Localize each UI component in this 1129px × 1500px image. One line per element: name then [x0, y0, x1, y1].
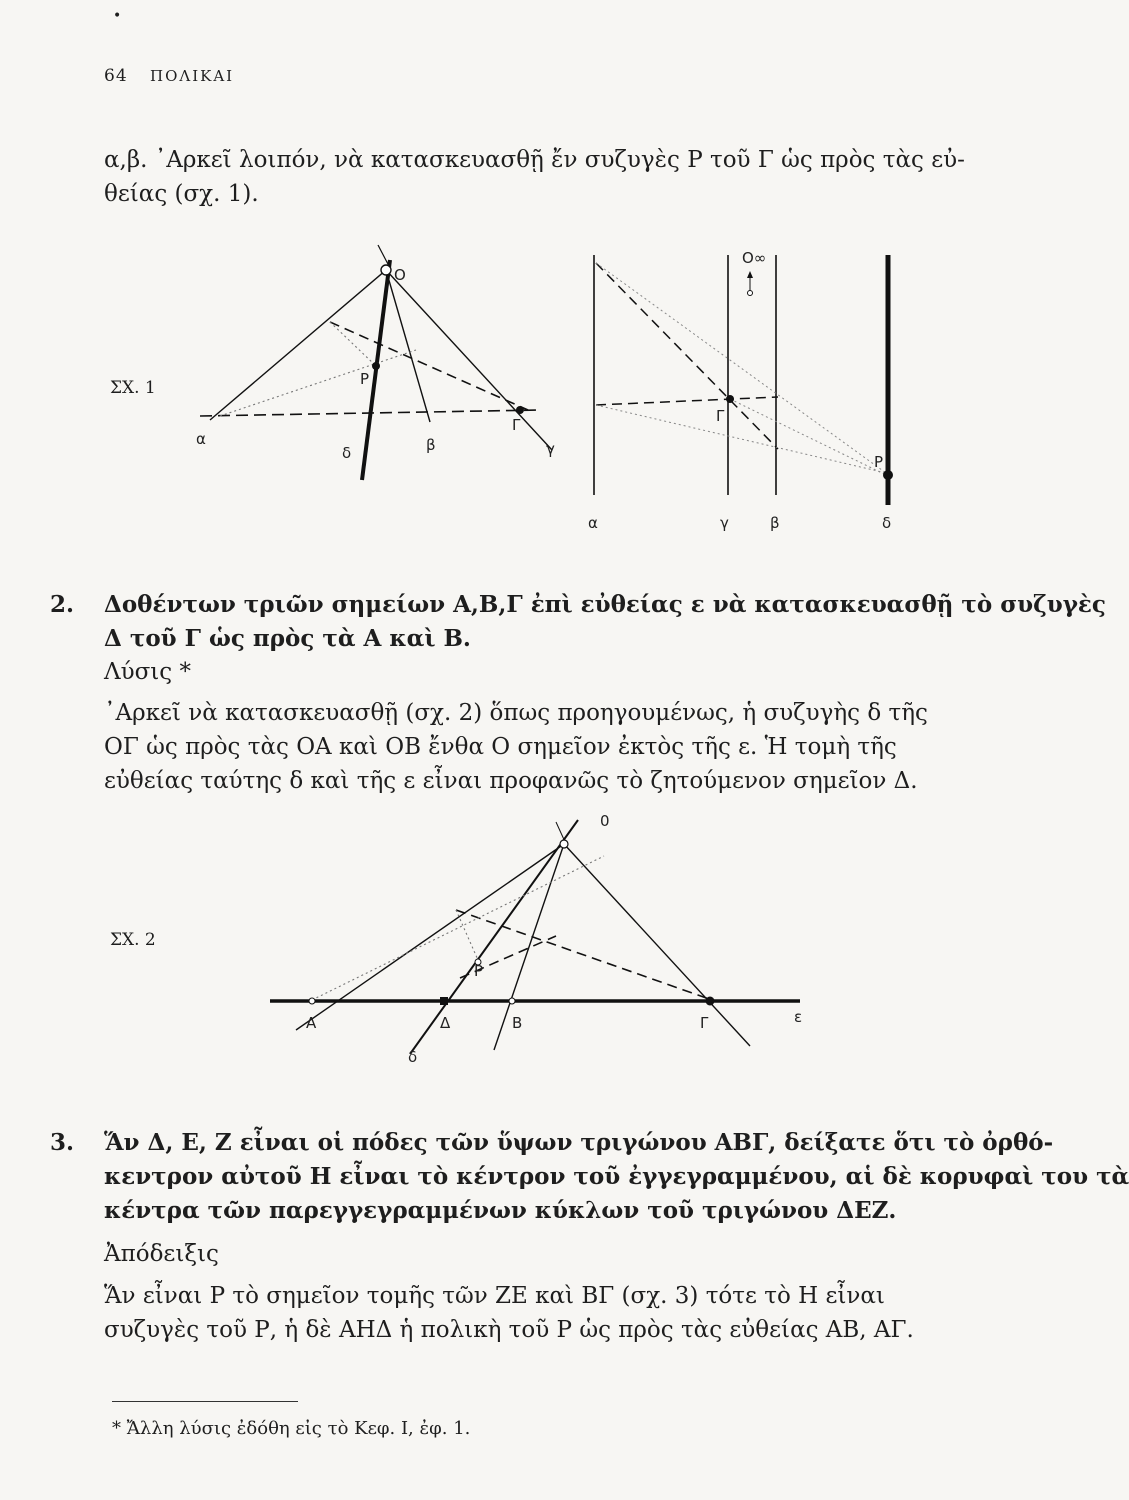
label-alpha: α — [196, 430, 206, 448]
running-title: ΠΟΛΙΚΑΙ — [150, 67, 235, 85]
dotted-line-1 — [220, 350, 416, 416]
dotted-line-1 — [312, 856, 604, 1000]
problem3-body-line-2: συζυγὲς τοῦ Ρ, ἡ δὲ ΑΗΔ ἡ πολικὴ τοῦ Ρ ὡς πρὸς τὰς εὐθείας ΑΒ, ΑΓ. — [104, 1317, 914, 1343]
figure2-caption: ΣΧ. 2 — [110, 930, 156, 950]
header-mark: • — [113, 8, 122, 24]
figure1-right-diagram — [580, 245, 910, 540]
figure1-caption: ΣΧ. 1 — [110, 378, 156, 398]
label-delta: δ — [408, 1048, 418, 1066]
footnote: * Ἄλλη λύσις ἐδόθη εἰς τὸ Κεφ. Ι, ἐφ. 1. — [112, 1418, 471, 1439]
problem2-statement-line-2: Δ τοῦ Γ ὡς πρὸς τὰ Α καὶ Β. — [104, 625, 471, 652]
problem2-statement-line-1: Δοθέντων τριῶν σημείων Α,Β,Γ ἐπὶ εὐθείας ε νὰ κατασκευασθῇ τὸ συζυγὲς — [104, 591, 1106, 618]
label-O: 0 — [600, 812, 610, 830]
ray-stub — [378, 245, 390, 268]
label-beta: β — [770, 514, 780, 532]
problem2-number: 2. — [50, 591, 75, 618]
point-Gamma — [706, 997, 715, 1006]
intro-line-2: θείας (σχ. 1). — [104, 181, 259, 207]
ray-alpha — [210, 270, 386, 420]
label-delta: δ — [342, 444, 352, 462]
problem3-statement-line-3: κέντρα τῶν παρεγγεγραμμένων κύκλων τοῦ τριγώνου ΔΕΖ. — [104, 1197, 897, 1224]
ray-OB — [494, 844, 564, 1050]
label-P: P — [874, 453, 884, 471]
point-A — [309, 998, 315, 1004]
label-Delta: Δ — [440, 1014, 451, 1032]
label-A: A — [306, 1014, 317, 1032]
label-P: P — [360, 370, 370, 388]
problem3-statement-line-1: Ἅν Δ, Ε, Ζ εἶναι οἱ πόδες τῶν ὕψων τριγώνου ΑΒΓ, δείξατε ὅτι τὸ ὀρθό- — [104, 1129, 1054, 1156]
page-number: 64 — [104, 66, 128, 86]
problem2-body-line-3: εὐθείας ταύτης δ καὶ τῆς ε εἶναι προφανῶς τὸ ζητούμενον σημεῖον Δ. — [104, 768, 918, 794]
label-B: B — [512, 1014, 523, 1032]
label-O: O — [394, 266, 406, 284]
label-epsilon: ε — [794, 1008, 803, 1026]
ray-beta — [386, 270, 430, 422]
point-B — [509, 998, 515, 1004]
problem2-solution-label: Λύσις * — [104, 659, 192, 685]
label-gamma: γ — [720, 514, 729, 532]
footnote-rule — [112, 1401, 298, 1402]
dashed-transversal — [596, 397, 778, 405]
label-O-inf: O∞ — [742, 249, 767, 267]
label-Gamma: Γ — [716, 407, 725, 425]
point-Gamma — [516, 406, 524, 414]
label-delta: δ — [882, 514, 892, 532]
label-gamma: γ — [546, 440, 555, 458]
point-Delta — [440, 997, 448, 1005]
label-beta: β — [426, 436, 436, 454]
point-O — [381, 265, 391, 275]
problem3-proof-label: Ἀπόδειξις — [104, 1241, 219, 1267]
label-Gamma: Γ — [512, 416, 521, 434]
label-Gamma: Γ — [700, 1014, 709, 1032]
label-P: P — [474, 962, 484, 980]
dashed-line-1 — [456, 910, 712, 1000]
problem3-body-line-1: Ἅν εἶναι Ρ τὸ σημεῖον τομῆς τῶν ΖΕ καὶ ΒΓ (σχ. 3) τότε τὸ Η εἶναι — [104, 1283, 885, 1309]
dotted-line-3 — [730, 399, 886, 475]
ray-OGamma — [564, 844, 750, 1046]
point-P — [372, 362, 380, 370]
problem3-statement-line-2: κεντρον αὐτοῦ Η εἶναι τὸ κέντρον τοῦ ἐγγεγραμμένου, αἱ δὲ κορυφαὶ του τὰ — [104, 1163, 1129, 1190]
dotted-line-2 — [330, 322, 376, 366]
ray-gamma — [386, 270, 552, 450]
figure2-diagram — [260, 810, 820, 1070]
arrow-head — [747, 271, 753, 278]
problem2-body-line-2: ΟΓ ὡς πρὸς τὰς ΟΑ καὶ ΟΒ ἔνθα Ο σημεῖον ἐκτὸς τῆς ε. Ἡ τομὴ τῆς — [104, 734, 897, 760]
problem2-body-line-1: ᾿Αρκεῖ νὰ κατασκευασθῇ (σχ. 2) ὅπως προηγουμένως, ἡ συζυγὴς δ τῆς — [104, 700, 928, 726]
dashed-diagonal — [330, 322, 528, 410]
point-O — [560, 840, 568, 848]
intro-line-1: α,β. ᾿Αρκεῖ λοιπόν, νὰ κατασκευασθῇ ἔν συζυγὲς Ρ τοῦ Γ ὡς πρὸς τὰς εὐ- — [104, 147, 965, 173]
label-alpha: α — [588, 514, 598, 532]
point-P — [883, 470, 893, 480]
point-Gamma — [726, 395, 734, 403]
figure1-left-diagram — [190, 240, 570, 490]
problem3-number: 3. — [50, 1129, 75, 1156]
point-O-inf — [748, 291, 753, 296]
dotted-line-2 — [596, 405, 886, 473]
dotted-line-1 — [596, 263, 886, 473]
